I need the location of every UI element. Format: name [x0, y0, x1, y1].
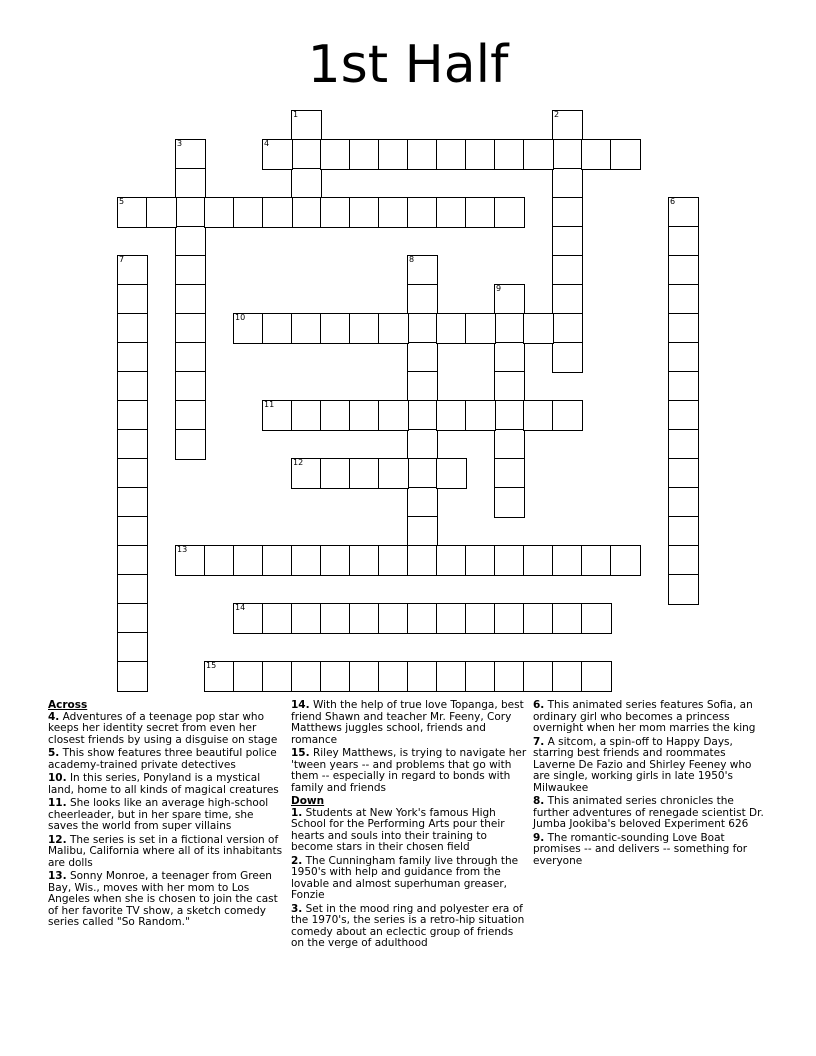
grid-cell[interactable]	[465, 545, 496, 576]
cell-number: 3	[177, 139, 183, 148]
grid-cell[interactable]	[494, 458, 525, 489]
grid-cell[interactable]	[117, 429, 148, 460]
grid-cell[interactable]	[320, 139, 351, 170]
clue-number: 2.	[291, 854, 303, 867]
grid-cell[interactable]	[407, 458, 438, 489]
clues-column-2	[291, 700, 529, 952]
grid-cell[interactable]	[117, 371, 148, 402]
clue-across-10	[48, 773, 283, 796]
cell-number: 12	[293, 458, 304, 467]
grid-cell[interactable]	[581, 545, 612, 576]
grid-cell[interactable]	[349, 313, 380, 344]
grid-cell[interactable]	[436, 545, 467, 576]
grid-cell[interactable]	[233, 603, 264, 634]
grid-cell[interactable]	[175, 545, 206, 576]
grid-cell[interactable]	[117, 400, 148, 431]
grid-cell[interactable]	[407, 545, 438, 576]
grid-cell[interactable]	[378, 313, 409, 344]
clue-number: 9.	[533, 831, 545, 844]
grid-cell[interactable]	[349, 458, 380, 489]
grid-cell[interactable]	[349, 400, 380, 431]
cell-number: 14	[235, 603, 246, 612]
grid-cell[interactable]	[175, 255, 206, 286]
grid-cell[interactable]	[552, 342, 583, 373]
grid-cell[interactable]	[320, 458, 351, 489]
grid-cell[interactable]	[175, 168, 206, 199]
clue-text: Riley Matthews, is trying to navigate her 'tween years -- and problems that go with them -- especially in regard to bonds with family and friends	[291, 747, 527, 794]
grid-cell[interactable]	[291, 110, 322, 141]
across-heading: Across	[48, 699, 88, 711]
grid-cell[interactable]	[291, 197, 322, 228]
grid-cell[interactable]	[349, 661, 380, 692]
grid-cell[interactable]	[320, 313, 351, 344]
grid-cell[interactable]	[465, 313, 496, 344]
grid-cell[interactable]	[233, 197, 264, 228]
clue-down-7	[533, 737, 769, 795]
clue-text: Set in the mood ring and polyester era of the 1970's, the series is a retro-hip situation comedy about an eclectic group of friends on the verge of adulthood	[291, 902, 525, 949]
grid-cell[interactable]	[175, 342, 206, 373]
grid-cell[interactable]	[204, 197, 235, 228]
grid-cell[interactable]	[117, 458, 148, 489]
grid-cell[interactable]	[494, 139, 525, 170]
grid-cell[interactable]	[407, 429, 438, 460]
grid-cell[interactable]	[436, 400, 467, 431]
cell-number: 1	[293, 110, 299, 119]
cell-number: 13	[177, 545, 188, 554]
grid-cell[interactable]	[407, 661, 438, 692]
grid-cell[interactable]	[233, 661, 264, 692]
grid-cell[interactable]	[494, 342, 525, 373]
clue-number: 11.	[48, 797, 67, 809]
grid-cell[interactable]	[262, 197, 293, 228]
grid-cell[interactable]	[262, 545, 293, 576]
clue-text: Adventures of a teenage pop star who keeps her identity secret from even her closest friends by using a disguise on stage	[48, 710, 278, 746]
clue-across-12	[48, 835, 283, 870]
clue-down-2	[291, 856, 529, 902]
grid-cell[interactable]	[175, 429, 206, 460]
grid-cell[interactable]	[117, 342, 148, 373]
clue-number: 10.	[48, 772, 67, 784]
clue-text: The series is set in a fictional version of Malibu, California where all of its inhabitants are dolls	[48, 833, 283, 869]
clue-text: This animated series chronicles the further adventures of renegade scientist Dr. Jumba Jookiba's beloved Experiment 626	[533, 795, 764, 830]
grid-cell[interactable]	[668, 255, 699, 286]
clue-down-1	[291, 808, 529, 854]
clue-down-6	[533, 700, 769, 735]
clue-number: 6.	[533, 699, 545, 711]
grid-cell[interactable]	[407, 487, 438, 518]
grid-cell[interactable]	[117, 516, 148, 547]
clue-text: With the help of true love Topanga, best friend Shawn and teacher Mr. Feeny, Cory Matthews juggles school, friends and romance	[291, 699, 524, 746]
grid-cell[interactable]	[668, 284, 699, 315]
grid-cell[interactable]	[668, 226, 699, 257]
grid-cell[interactable]	[552, 168, 583, 199]
grid-cell[interactable]	[407, 197, 438, 228]
grid-cell[interactable]	[320, 400, 351, 431]
grid-cell[interactable]	[349, 197, 380, 228]
grid-cell[interactable]	[494, 313, 525, 344]
grid-cell[interactable]	[552, 226, 583, 257]
grid-cell[interactable]	[523, 603, 554, 634]
grid-cell[interactable]	[552, 400, 583, 431]
grid-cell[interactable]	[494, 400, 525, 431]
clue-text: This animated series features Sofia, an ordinary girl who becomes a princess overnight when her mom marries the king	[533, 699, 756, 734]
clue-number: 14.	[291, 699, 310, 711]
grid-cell[interactable]	[523, 545, 554, 576]
grid-cell[interactable]	[146, 197, 177, 228]
clue-number: 8.	[533, 795, 545, 807]
grid-cell[interactable]	[117, 284, 148, 315]
cell-number: 10	[235, 313, 246, 322]
cell-number: 4	[264, 139, 270, 148]
grid-cell[interactable]	[262, 661, 293, 692]
grid-cell[interactable]	[175, 226, 206, 257]
grid-cell[interactable]	[436, 197, 467, 228]
grid-cell[interactable]	[668, 429, 699, 460]
grid-cell[interactable]	[378, 661, 409, 692]
clue-text: She looks like an average high-school cheerleader, but in her spare time, she saves the world from super villains	[48, 797, 269, 832]
grid-cell[interactable]	[407, 371, 438, 402]
grid-cell[interactable]	[494, 371, 525, 402]
grid-cell[interactable]	[668, 574, 699, 605]
page-title: 1st Half	[307, 35, 509, 95]
grid-cell[interactable]	[465, 400, 496, 431]
grid-cell[interactable]	[581, 661, 612, 692]
grid-cell[interactable]	[262, 313, 293, 344]
clue-number: 3.	[291, 902, 303, 915]
grid-cell[interactable]	[436, 139, 467, 170]
clue-text: Sonny Monroe, a teenager from Green Bay, Wis., moves with her mom to Los Angeles when she is chosen to join the cast of her favorite TV show, a sketch comedy series called "So Random."	[48, 870, 278, 928]
cell-number: 2	[554, 110, 560, 119]
cell-number: 11	[264, 400, 275, 409]
grid-cell[interactable]	[436, 458, 467, 489]
grid-cell[interactable]	[262, 603, 293, 634]
grid-cell[interactable]	[552, 313, 583, 344]
clue-down-8	[533, 796, 769, 831]
grid-cell[interactable]	[407, 400, 438, 431]
grid-cell[interactable]	[581, 603, 612, 634]
grid-cell[interactable]	[233, 313, 264, 344]
grid-cell[interactable]	[320, 545, 351, 576]
grid-cell[interactable]	[378, 545, 409, 576]
clue-down-3	[291, 904, 529, 950]
grid-cell[interactable]	[204, 661, 235, 692]
grid-cell[interactable]	[465, 197, 496, 228]
grid-cell[interactable]	[494, 197, 525, 228]
clue-text: The romantic-sounding Love Boat promises -- and delivers -- something for everyone	[533, 831, 748, 867]
grid-cell[interactable]	[407, 284, 438, 315]
grid-cell[interactable]	[117, 255, 148, 286]
clue-number: 13.	[48, 870, 67, 882]
clue-across-13	[48, 871, 283, 929]
grid-cell[interactable]	[117, 661, 148, 692]
cell-number: 9	[496, 284, 502, 293]
grid-cell[interactable]	[117, 487, 148, 518]
grid-cell[interactable]	[262, 400, 293, 431]
clue-number: 4.	[48, 710, 60, 723]
grid-cell[interactable]	[320, 197, 351, 228]
grid-cell[interactable]	[175, 400, 206, 431]
cell-number: 6	[670, 197, 676, 206]
grid-cell[interactable]	[117, 313, 148, 344]
grid-cell[interactable]	[291, 139, 322, 170]
grid-cell[interactable]	[552, 545, 583, 576]
grid-cell[interactable]	[407, 255, 438, 286]
grid-cell[interactable]	[378, 603, 409, 634]
grid-cell[interactable]	[407, 342, 438, 373]
grid-cell[interactable]	[494, 284, 525, 315]
grid-cell[interactable]	[552, 603, 583, 634]
grid-cell[interactable]	[668, 342, 699, 373]
grid-cell[interactable]	[668, 197, 699, 228]
clue-across-14	[291, 700, 529, 746]
grid-cell[interactable]	[320, 603, 351, 634]
grid-cell[interactable]	[436, 661, 467, 692]
cell-number: 8	[409, 255, 415, 264]
grid-cell[interactable]	[552, 197, 583, 228]
grid-cell[interactable]	[349, 545, 380, 576]
grid-cell[interactable]	[581, 139, 612, 170]
clue-down-9	[533, 833, 769, 868]
grid-cell[interactable]	[668, 487, 699, 518]
grid-cell[interactable]	[668, 313, 699, 344]
grid-cell[interactable]	[407, 516, 438, 547]
cell-number: 15	[206, 661, 217, 670]
grid-cell[interactable]	[378, 139, 409, 170]
grid-cell[interactable]	[552, 110, 583, 141]
grid-cell[interactable]	[494, 603, 525, 634]
grid-cell[interactable]	[552, 661, 583, 692]
grid-cell[interactable]	[291, 603, 322, 634]
grid-cell[interactable]	[291, 313, 322, 344]
grid-cell[interactable]	[523, 139, 554, 170]
grid-cell[interactable]	[494, 545, 525, 576]
clue-text: The Cunningham family live through the 1950's with help and guidance from the lovable and almost superhuman greaser, Fonzie	[291, 854, 519, 901]
grid-cell[interactable]	[378, 197, 409, 228]
grid-cell[interactable]	[117, 545, 148, 576]
grid-cell[interactable]	[523, 313, 554, 344]
grid-cell[interactable]	[291, 545, 322, 576]
grid-cell[interactable]	[494, 661, 525, 692]
grid-cell[interactable]	[465, 603, 496, 634]
grid-cell[interactable]	[349, 139, 380, 170]
grid-cell[interactable]	[320, 661, 351, 692]
cell-number: 7	[119, 255, 125, 264]
cell-number: 5	[119, 197, 125, 206]
grid-cell[interactable]	[494, 487, 525, 518]
grid-cell[interactable]	[175, 284, 206, 315]
clue-number: 7.	[533, 735, 545, 748]
grid-cell[interactable]	[349, 603, 380, 634]
grid-cell[interactable]	[291, 458, 322, 489]
grid-cell[interactable]	[552, 139, 583, 170]
grid-cell[interactable]	[378, 458, 409, 489]
grid-cell[interactable]	[117, 603, 148, 634]
grid-cell[interactable]	[175, 197, 206, 228]
clue-text: Students at New York's famous High School for the Performing Arts pour their hearts and souls into their training to become stars in their chosen field	[291, 806, 505, 853]
grid-cell[interactable]	[668, 516, 699, 547]
clue-number: 1.	[291, 806, 303, 819]
grid-cell[interactable]	[668, 371, 699, 402]
grid-cell[interactable]	[117, 632, 148, 663]
grid-cell[interactable]	[610, 545, 641, 576]
grid-cell[interactable]	[291, 400, 322, 431]
grid-cell[interactable]	[610, 139, 641, 170]
grid-cell[interactable]	[465, 139, 496, 170]
clue-text: In this series, Ponyland is a mystical land, home to all kinds of magical creatures	[48, 772, 279, 796]
clue-across-4	[48, 712, 283, 747]
grid-cell[interactable]	[523, 400, 554, 431]
grid-cell[interactable]	[175, 139, 206, 170]
grid-cell[interactable]	[291, 661, 322, 692]
grid-cell[interactable]	[465, 661, 496, 692]
grid-cell[interactable]	[494, 429, 525, 460]
clue-number: 15.	[291, 747, 310, 759]
clue-number: 5.	[48, 747, 60, 759]
grid-cell[interactable]	[117, 574, 148, 605]
down-heading: Down	[291, 795, 325, 807]
clues-column-3	[533, 700, 769, 869]
grid-cell[interactable]	[407, 139, 438, 170]
clue-text: This show features three beautiful police academy-trained private detectives	[48, 747, 277, 771]
clue-across-15	[291, 748, 529, 794]
grid-cell[interactable]	[175, 313, 206, 344]
grid-cell[interactable]	[117, 197, 148, 228]
grid-cell[interactable]	[436, 603, 467, 634]
grid-cell[interactable]	[233, 545, 264, 576]
grid-cell[interactable]	[204, 545, 235, 576]
grid-cell[interactable]	[175, 371, 206, 402]
clue-text: A sitcom, a spin-off to Happy Days, starring best friends and roommates Laverne De Fazio and Shirley Feeney who are single, working girls in late 1950's Milwaukee	[533, 735, 752, 794]
clue-across-11	[48, 798, 283, 833]
grid-cell[interactable]	[668, 545, 699, 576]
grid-cell[interactable]	[436, 313, 467, 344]
grid-cell[interactable]	[668, 458, 699, 489]
grid-cell[interactable]	[262, 139, 293, 170]
grid-cell[interactable]	[291, 168, 322, 199]
grid-cell[interactable]	[523, 661, 554, 692]
grid-cell[interactable]	[668, 400, 699, 431]
grid-cell[interactable]	[552, 255, 583, 286]
grid-cell[interactable]	[407, 603, 438, 634]
grid-cell[interactable]	[378, 400, 409, 431]
grid-cell[interactable]	[552, 284, 583, 315]
clue-across-5	[48, 748, 283, 771]
clues-column-1	[48, 700, 283, 931]
clue-number: 12.	[48, 833, 67, 846]
grid-cell[interactable]	[407, 313, 438, 344]
